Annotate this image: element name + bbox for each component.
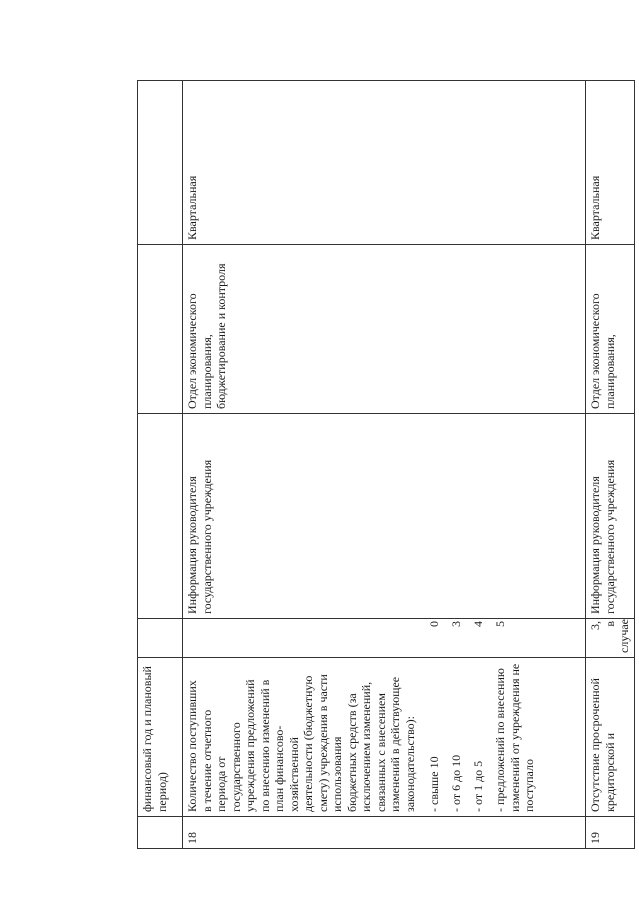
- option-item: - предложений по внесению изменений от учреждения не поступало: [493, 663, 536, 812]
- indicator-cell: Отсутствие просроченной кредиторской и: [586, 658, 635, 817]
- value-item: 4: [471, 621, 485, 627]
- row-number-cell: 18: [183, 817, 586, 849]
- indicator-text: законодательство):: [402, 716, 417, 812]
- department-cell: [138, 245, 183, 414]
- value-item: 3: [449, 621, 463, 627]
- indicator-text: хозяйственной: [286, 737, 301, 812]
- department-cell: Отдел экономического планирования,: [586, 245, 635, 414]
- value-cell: [138, 619, 183, 658]
- indicator-text: бюджетных средств (за: [344, 693, 359, 812]
- indicator-text: план финансово-: [272, 725, 286, 812]
- indicator-text: связанных с внесением: [373, 693, 388, 812]
- periodicity-cell: Квартальная: [183, 81, 586, 245]
- value-item: 0: [427, 621, 441, 627]
- option-item: - от 1 до 5: [471, 760, 485, 812]
- periodicity-cell: [138, 81, 183, 245]
- indicator-text: Количество поступивших: [185, 680, 199, 812]
- table-row: [138, 81, 183, 849]
- source-cell: Информация руководителя государственного учреждения: [183, 414, 586, 619]
- indicator-text: смету) учреждения в части: [315, 674, 330, 812]
- source-cell: Информация руководителя государственного учреждения: [586, 414, 635, 619]
- row-number-cell: 19: [586, 817, 635, 849]
- indicator-text: периода от: [214, 756, 228, 812]
- indicator-text: деятельности (бюджетную: [301, 675, 315, 812]
- row-number-cell: [138, 817, 183, 849]
- indicator-text: в течение отчетного: [199, 709, 214, 812]
- indicator-cell: финансовый год и плановый период): [138, 658, 183, 817]
- value-item: 3,: [588, 621, 602, 630]
- value-note: в случае: [602, 618, 631, 653]
- indicators-table: [137, 80, 635, 849]
- department-cell: Отдел экономического планирования, бюджетирование и контроля: [183, 245, 586, 414]
- indicator-text: государственного: [228, 722, 243, 812]
- option-item: - от 6 до 10: [449, 754, 463, 812]
- indicator-text: исключением изменений,: [359, 681, 373, 812]
- value-cell: [183, 619, 586, 658]
- rotated-table-area: [137, 104, 631, 849]
- periodicity-cell: Квартальная: [586, 81, 635, 245]
- indicator-text: по внесению изменений в: [257, 679, 272, 812]
- option-item: - свыше 10: [427, 756, 441, 812]
- value-item: 5: [493, 621, 507, 627]
- indicator-text: изменений в действующее: [388, 676, 402, 812]
- indicator-text: использования: [330, 736, 344, 812]
- indicator-cell: [183, 658, 586, 817]
- table-row: [586, 81, 635, 849]
- indicator-text: учреждения предложений: [243, 679, 257, 812]
- source-cell: [138, 414, 183, 619]
- value-cell: [586, 619, 635, 658]
- table-row: [183, 81, 586, 849]
